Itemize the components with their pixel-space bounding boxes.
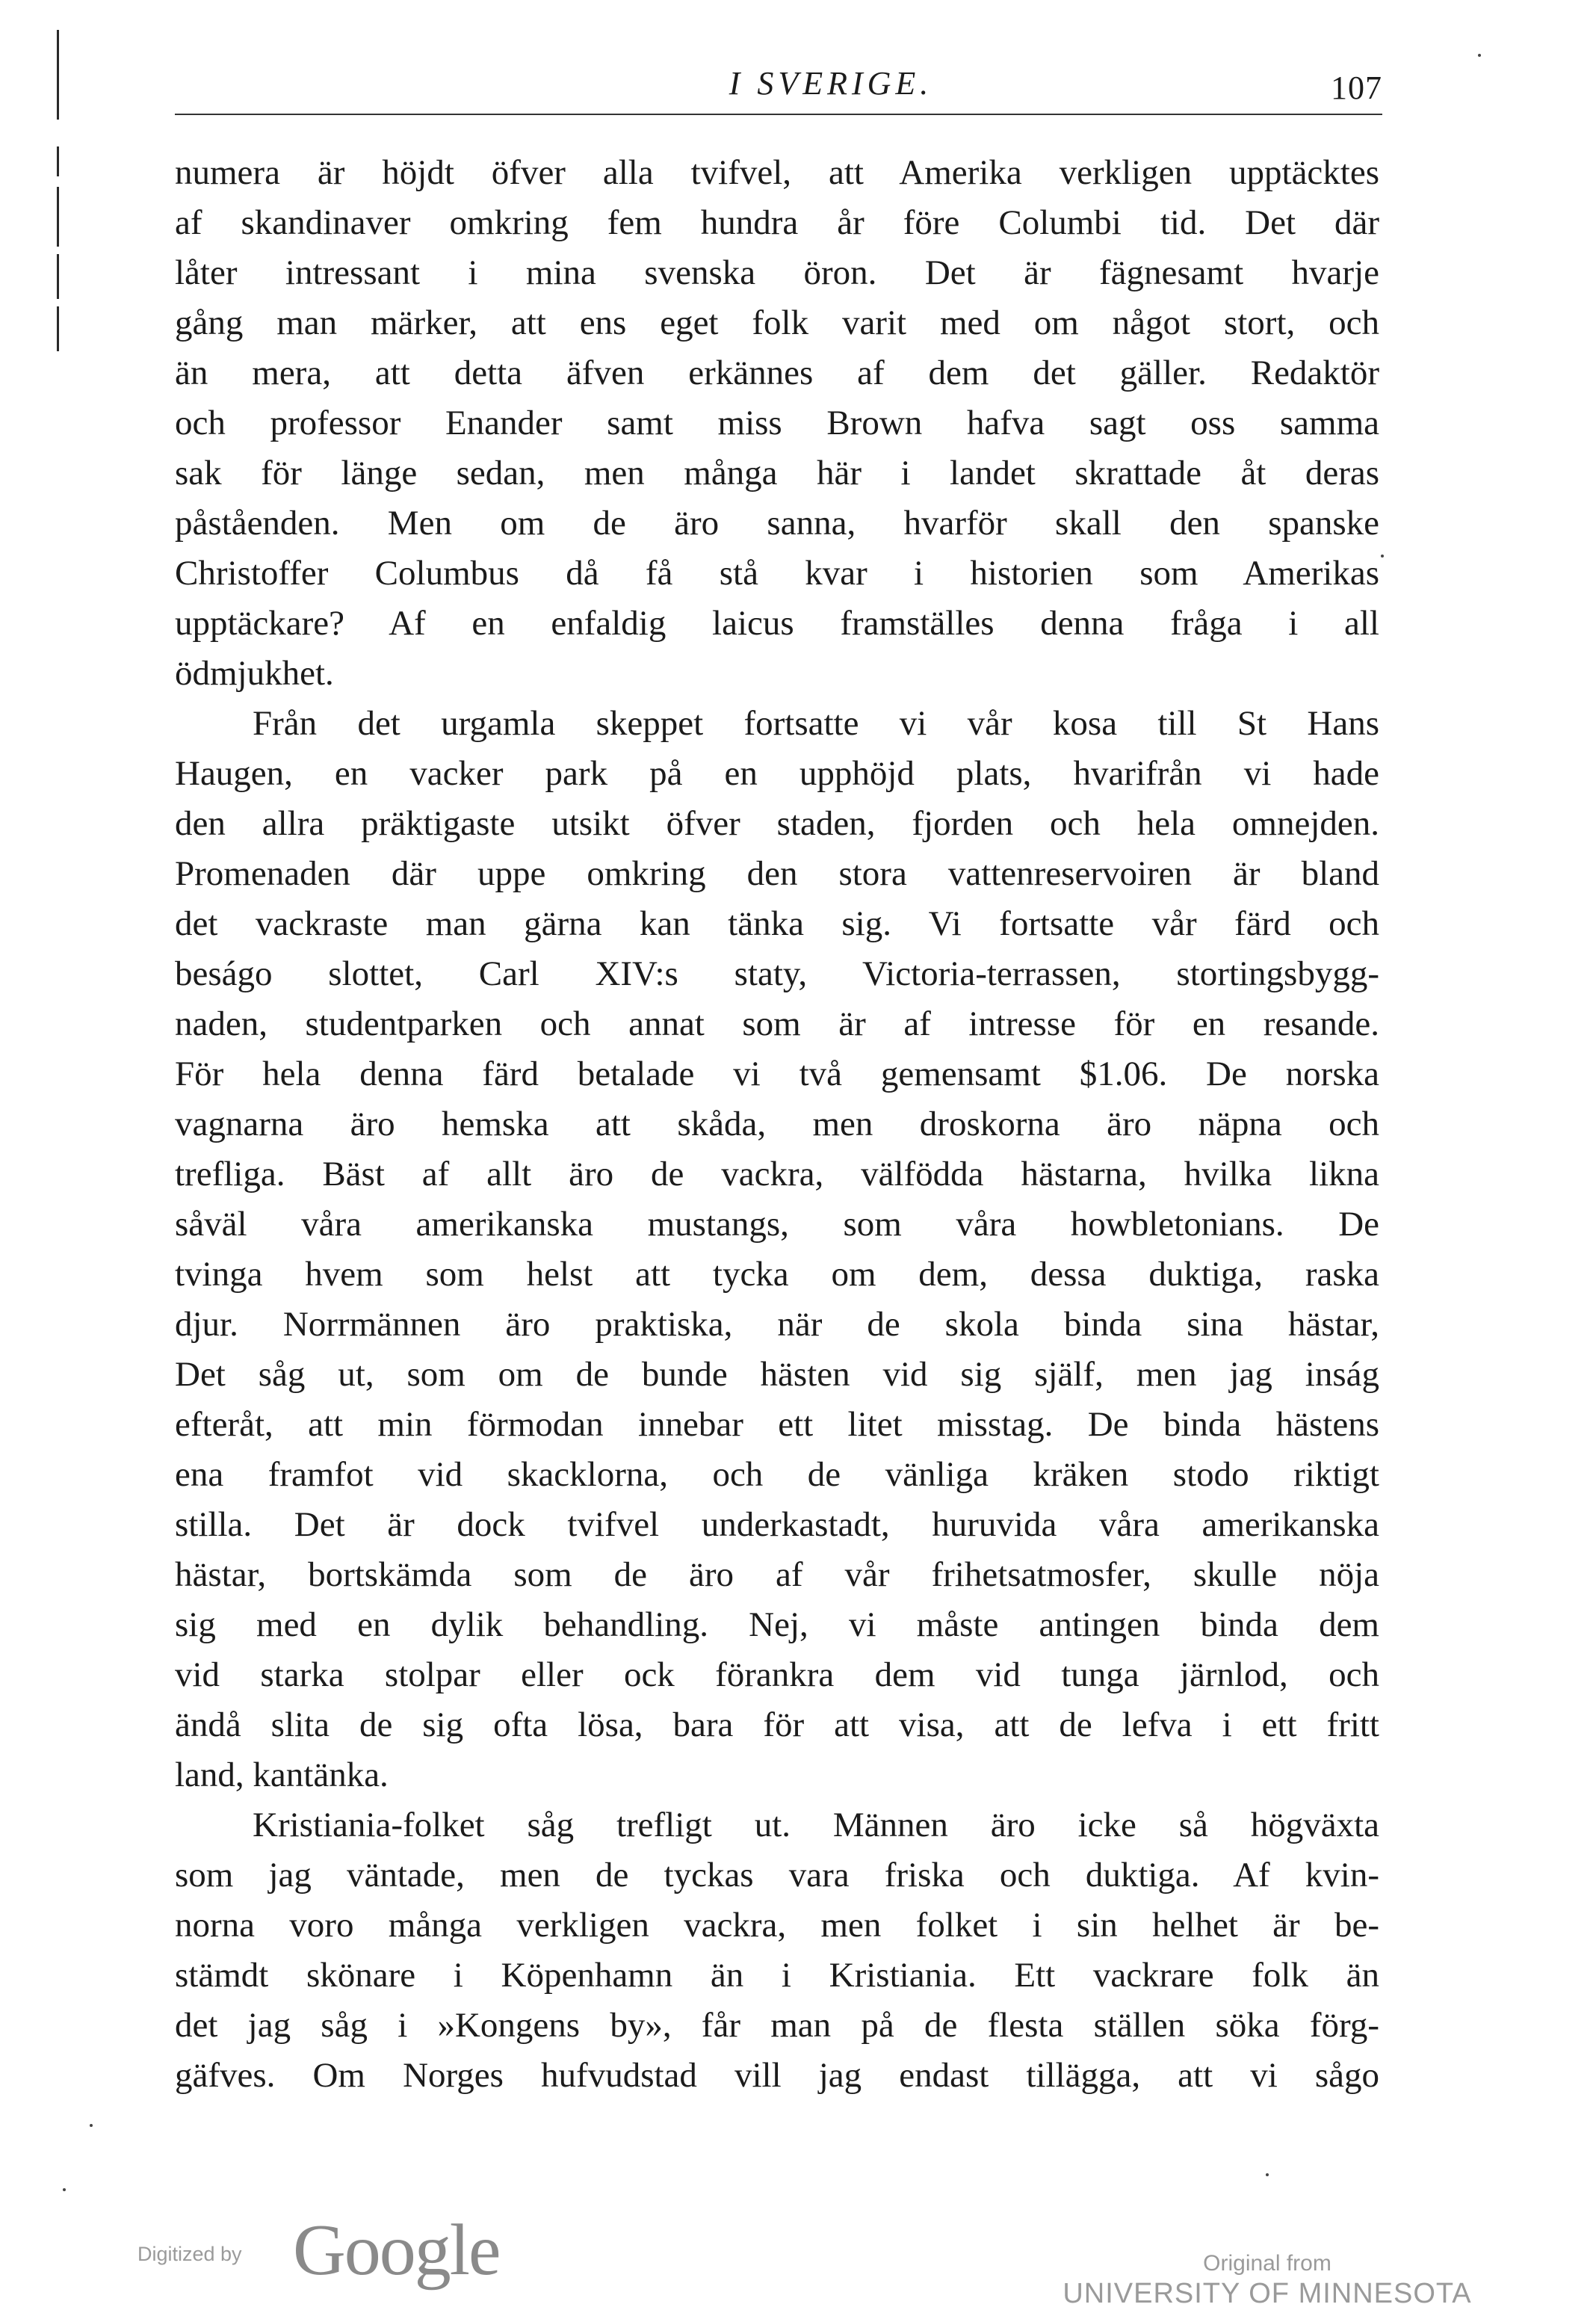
text-line: sak för länge sedan, men många här i landet skrattade åt deras xyxy=(175,454,1379,492)
scan-speck xyxy=(1478,54,1481,57)
scan-margin-mark xyxy=(57,30,59,120)
text-line: sig med en dylik behandling. Nej, vi måste antingen binda dem xyxy=(175,1605,1379,1644)
text-line: numera är höjdt öfver alla tvifvel, att Amerika verkligen upptäcktes xyxy=(175,153,1379,192)
text-line: det jag såg i »Kongens by», får man på de flesta ställen söka förg- xyxy=(175,2006,1379,2045)
text-line: Promenaden där uppe omkring den stora vattenreservoiren är bland xyxy=(175,854,1379,893)
scan-margin-mark xyxy=(57,187,59,247)
text-line: vagnarna äro hemska att skåda, men droskorna äro näpna och xyxy=(175,1105,1379,1143)
google-logo: Google xyxy=(293,2210,500,2291)
original-from-label: Original from xyxy=(1203,2251,1331,2276)
text-line: gång man märker, att ens eget folk varit med om något stort, och xyxy=(175,303,1379,342)
text-line: den allra präktigaste utsikt öfver staden, fjorden och hela omnejden. xyxy=(175,804,1379,843)
university-label: UNIVERSITY OF MINNESOTA xyxy=(1063,2278,1472,2309)
body-text xyxy=(175,148,1379,2101)
text-line: ändå slita de sig ofta lösa, bara för att visa, att de lefva i ett fritt xyxy=(175,1705,1379,1744)
text-line: Kristiania-folket såg trefligt ut. Männen äro icke så högväxta xyxy=(253,1806,1379,1844)
text-line: naden, studentparken och annat som är af intresse för en resande. xyxy=(175,1004,1379,1043)
scan-margin-mark xyxy=(57,254,59,299)
text-line: trefliga. Bäst af allt äro de vackra, välfödda hästarna, hvilka likna xyxy=(175,1155,1379,1194)
scan-speck xyxy=(63,2188,66,2191)
digitized-by-google-watermark xyxy=(137,2208,526,2291)
text-line: För hela denna färd betalade vi två gemensamt $1.06. De norska xyxy=(175,1054,1379,1093)
text-line: tvinga hvem som helst att tycka om dem, dessa duktiga, raska xyxy=(175,1255,1379,1294)
text-line: Det såg ut, som om de bunde hästen vid sig själf, men jag inság xyxy=(175,1355,1379,1394)
text-line: Från det urgamla skeppet fortsatte vi vår kosa till St Hans xyxy=(253,704,1379,743)
text-line: och professor Enander samt miss Brown hafva sagt oss samma xyxy=(175,404,1379,442)
text-line: stilla. Det är dock tvifvel underkastadt, huruvida våra amerikanska xyxy=(175,1505,1379,1544)
text-line: låter intressant i mina svenska öron. Det är fägnesamt hvarje xyxy=(175,253,1379,292)
text-line: det vackraste man gärna kan tänka sig. Vi fortsatte vår färd och xyxy=(175,904,1379,943)
text-line: än mera, att detta äfven erkännes af dem det gäller. Redaktör xyxy=(175,353,1379,392)
scan-speck xyxy=(1266,2173,1269,2176)
text-line: upptäckare? Af en enfaldig laicus framställes denna fråga i all xyxy=(175,604,1379,643)
text-line: efteråt, att min förmodan innebar ett litet misstag. De binda hästens xyxy=(175,1405,1379,1444)
page-number: 107 xyxy=(1331,70,1382,106)
source-library-watermark xyxy=(1043,2251,1491,2310)
text-line: såväl våra amerikanska mustangs, som våra howbletonians. De xyxy=(175,1205,1379,1244)
text-line: beságo slottet, Carl XIV:s staty, Victoria-terrassen, stortingsbygg- xyxy=(175,954,1379,993)
scan-speck xyxy=(90,2124,93,2127)
text-line: ena framfot vid skacklorna, och de vänliga kräken stodo riktigt xyxy=(175,1455,1379,1494)
text-line: hästar, bortskämda som de äro af vår frihetsatmosfer, skulle nöja xyxy=(175,1555,1379,1594)
page-header xyxy=(175,58,1382,111)
text-line: djur. Norrmännen äro praktiska, när de skola binda sina hästar, xyxy=(175,1305,1379,1344)
text-line: påståenden. Men om de äro sanna, hvarför skall den spanske xyxy=(175,504,1379,543)
running-head: I SVERIGE. xyxy=(729,65,933,102)
text-line: vid starka stolpar eller ock förankra dem vid tunga järnlod, och xyxy=(175,1655,1379,1694)
scan-margin-mark xyxy=(57,306,59,351)
text-line: som jag väntade, men de tyckas vara friska och duktiga. Af kvin- xyxy=(175,1856,1379,1895)
text-line: gäfves. Om Norges hufvudstad vill jag endast tillägga, att vi sågo xyxy=(175,2056,1379,2095)
scan-speck xyxy=(1381,555,1384,558)
text-line: Christoffer Columbus då få stå kvar i historien som Amerikas xyxy=(175,554,1379,593)
scan-margin-mark xyxy=(57,146,59,176)
text-line: norna voro många verkligen vackra, men folket i sin helhet är be- xyxy=(175,1906,1379,1945)
text-line: af skandinaver omkring fem hundra år före Columbi tid. Det där xyxy=(175,203,1379,242)
header-rule xyxy=(175,114,1382,115)
text-line: stämdt skönare i Köpenhamn än i Kristiania. Ett vackrare folk än xyxy=(175,1956,1379,1995)
digitized-by-label: Digitized by xyxy=(137,2243,242,2265)
text-line: Haugen, en vacker park på en upphöjd plats, hvarifrån vi hade xyxy=(175,754,1379,793)
text-line: land, kantänka. xyxy=(175,1756,389,1794)
text-line: ödmjukhet. xyxy=(175,654,334,693)
